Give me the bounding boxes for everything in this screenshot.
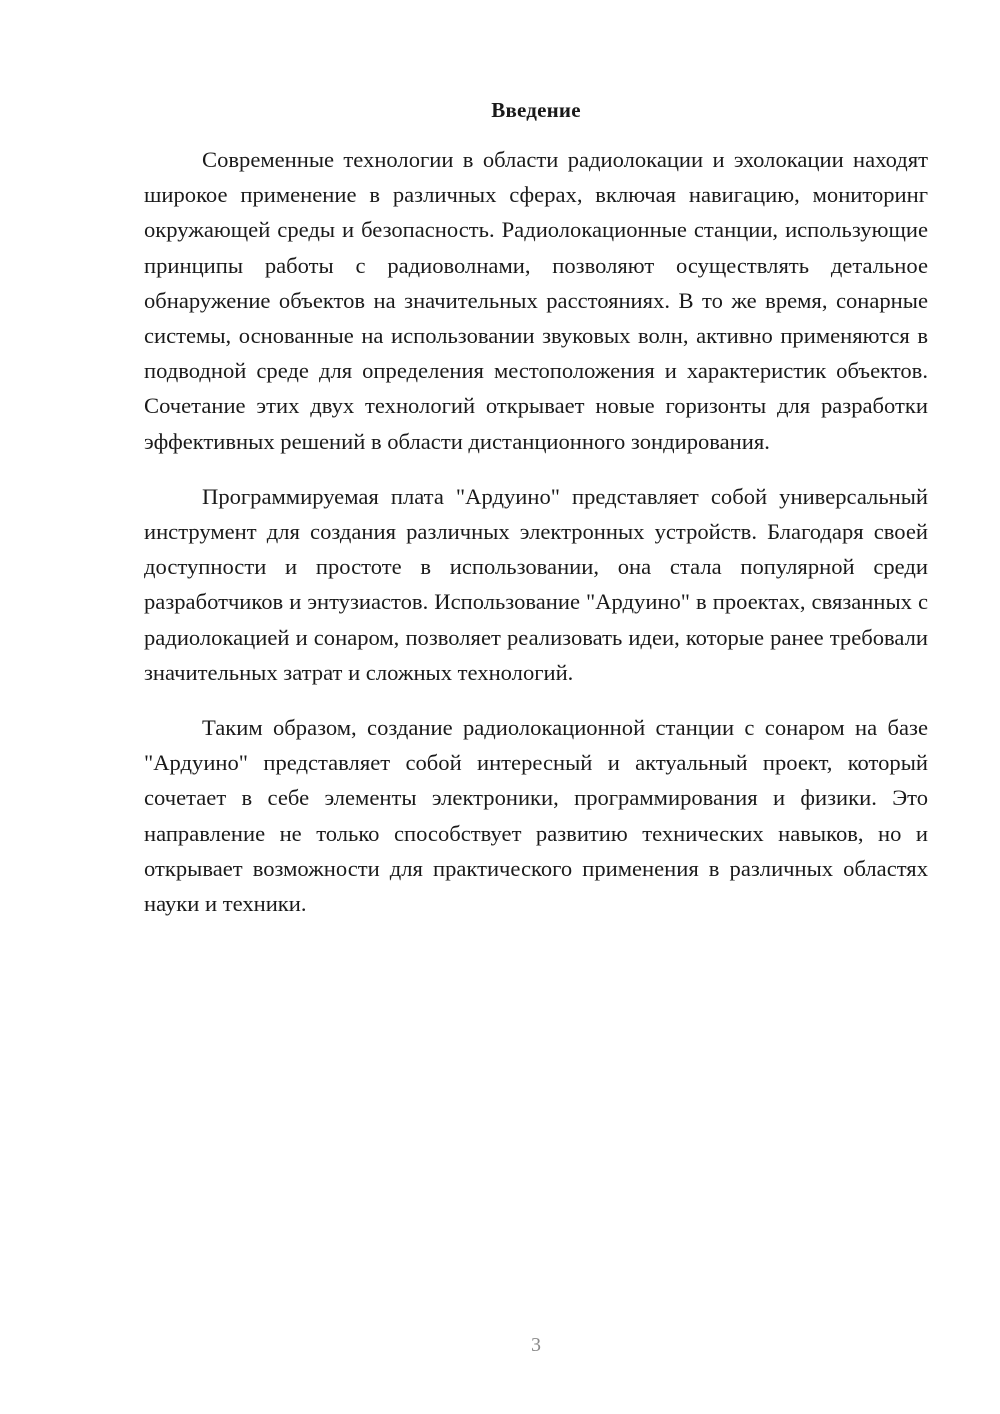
paragraph-1: Современные технологии в области радиолокации и эхолокации находят широкое применение в различных сферах, включая навигацию, мониторинг окружающей среды и безопасность. Радиолокационные станции, использующие принципы работы с радиоволнами, позволяют осуществлять детальное обнаружение объектов на значительных расстояниях. В то же время, сонарные системы, основанные на использовании звуковых волн, активно применяются в подводной среде для определения местоположения и характеристик объектов. Сочетание этих двух технологий открывает новые горизонты для разработки эффективных решений в области дистанционного зондирования.	[144, 147, 928, 454]
page-title: Введение	[491, 98, 581, 122]
paragraph-3: Таким образом, создание радиолокационной станции с сонаром на базе "Ардуино" представляет собой интересный и актуальный проект, который сочетает в себе элементы электроники, программирования и физики. Это направление не только способствует развитию технических навыков, но и открывает возможности для практического применения в различных областях науки и техники.	[144, 715, 928, 917]
paragraph-2: Программируемая плата "Ардуино" представляет собой универсальный инструмент для создания различных электронных устройств. Благодаря своей доступности и простоте в использовании, она стала популярной среди разработчиков и энтузиастов. Использование "Ардуино" в проектах, связанных с радиолокацией и сонаром, позволяет реализовать идеи, которые ранее требовали значительных затрат и сложных технологий.	[144, 483, 928, 685]
body-text	[144, 142, 928, 921]
page-number: 3	[531, 1334, 541, 1356]
